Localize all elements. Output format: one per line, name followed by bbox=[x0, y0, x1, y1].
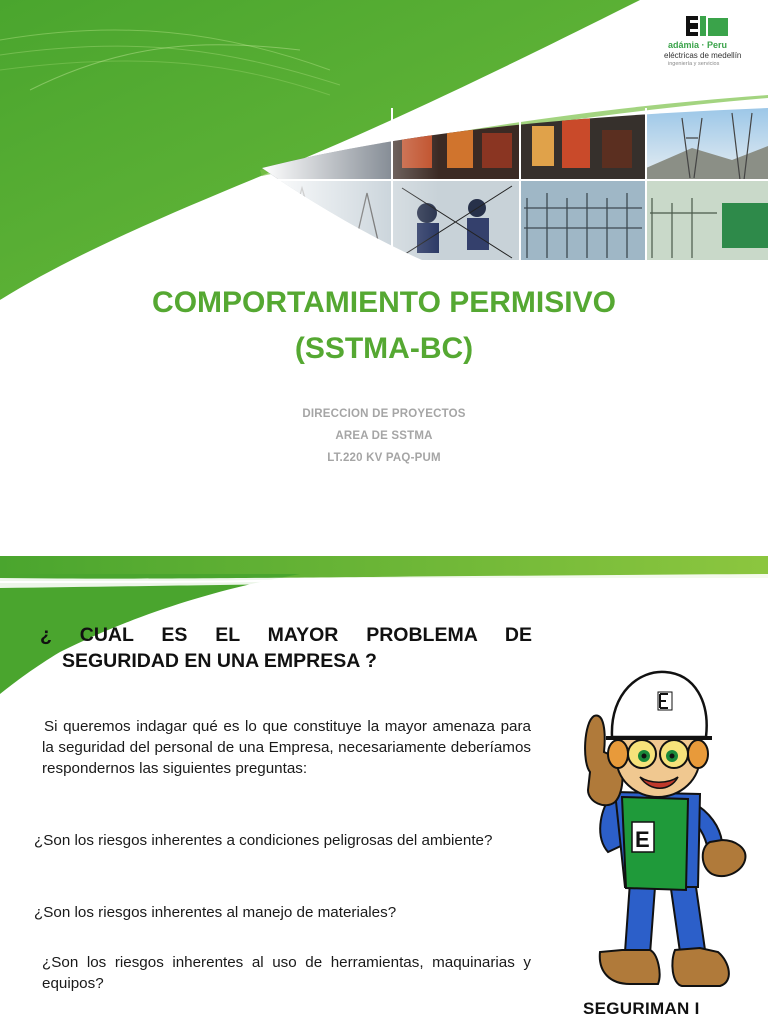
subtitle-line-1: DIRECCION DE PROYECTOS bbox=[302, 408, 466, 420]
seguriman-mascot-illustration bbox=[570, 662, 750, 997]
company-logo-mark bbox=[686, 16, 730, 36]
question-2: ¿Son los riesgos inherentes al manejo de materiales? bbox=[34, 904, 397, 921]
question-3: ¿Son los riesgos inherentes al uso de herramientas, maquinarias y equipos? bbox=[42, 954, 531, 992]
logo-brand-name: adámia · Peru bbox=[668, 40, 728, 50]
subtitle-line-3: LT.220 KV PAQ-PUM bbox=[327, 452, 441, 464]
slide-title-line2: (SSTMA-BC) bbox=[294, 332, 474, 365]
logo-brand-tagline: eléctricas de medellín bbox=[664, 51, 742, 60]
photo-collage bbox=[262, 108, 768, 260]
mascot-caption: SEGURIMAN I bbox=[583, 999, 700, 1018]
vest-logo-text: E bbox=[635, 827, 650, 852]
content-slide bbox=[0, 552, 768, 1024]
question-1: ¿Son los riesgos inherentes a condiciones peligrosas del ambiente? bbox=[34, 832, 493, 849]
question-heading bbox=[40, 622, 532, 674]
question-heading-line1: ¿ CUAL ES EL MAYOR PROBLEMA DE bbox=[40, 624, 532, 646]
intro-paragraph: Si queremos indagar qué es lo que constituye la mayor amenaza para la seguridad del personal de una Empresa, necesariamente deberíamos respondernos las siguientes preguntas: bbox=[42, 718, 531, 777]
slide-title-line1: COMPORTAMIENTO PERMISIVO bbox=[152, 286, 616, 319]
logo-brand-note: ingeniería y servicios bbox=[668, 61, 720, 67]
subtitle-line-2: AREA DE SSTMA bbox=[335, 430, 433, 442]
question-heading-line2: SEGURIDAD EN UNA EMPRESA ? bbox=[62, 650, 377, 672]
